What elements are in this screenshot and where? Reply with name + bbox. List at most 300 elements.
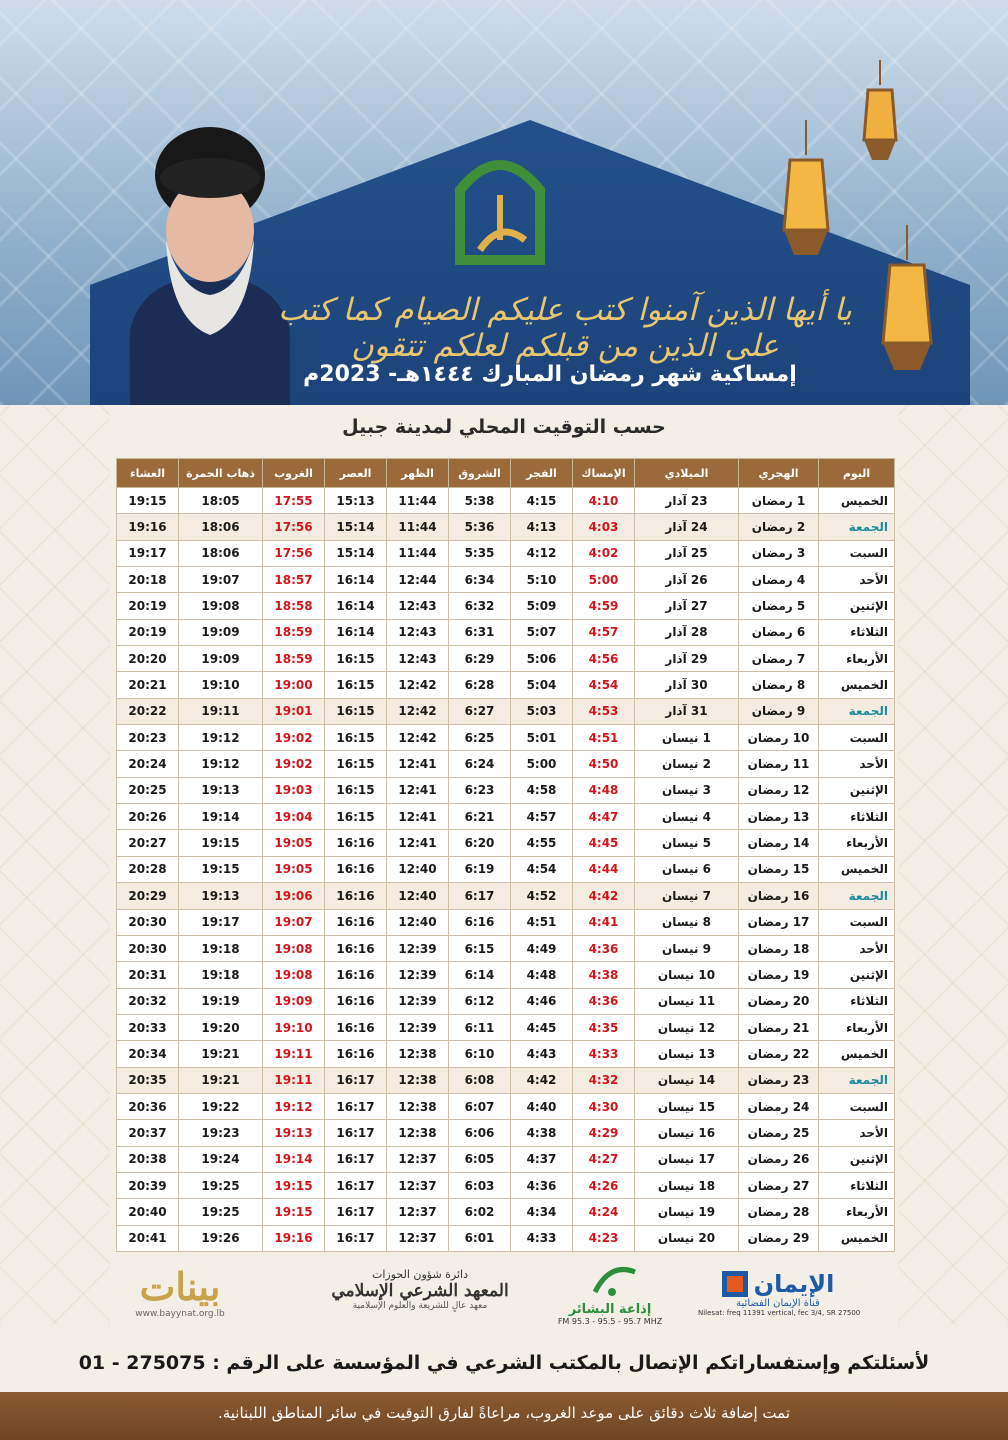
ghurub-cell: 17:56 — [263, 540, 325, 566]
table-row — [117, 988, 895, 1014]
dhuhr-cell: 12:41 — [387, 804, 449, 830]
day-cell: الخميس — [819, 856, 895, 882]
imsak-cell: 4:53 — [573, 698, 635, 724]
dhuhr-cell: 12:41 — [387, 751, 449, 777]
mahad-name: المعهد الشرعي الإسلامي — [331, 1281, 509, 1301]
dhuhr-cell: 11:44 — [387, 488, 449, 514]
dhuhr-cell: 11:44 — [387, 514, 449, 540]
imsak-cell: 4:23 — [573, 1225, 635, 1251]
fajr-cell: 5:00 — [511, 751, 573, 777]
humra-cell: 19:08 — [179, 593, 263, 619]
imsak-cell: 4:36 — [573, 935, 635, 961]
isha-cell: 20:32 — [117, 988, 179, 1014]
humra-cell: 19:10 — [179, 672, 263, 698]
gregorian-cell: 24 آذار — [635, 514, 739, 540]
isha-cell: 20:27 — [117, 830, 179, 856]
day-cell: الثلاثاء — [819, 1172, 895, 1198]
ghurub-cell: 19:05 — [263, 830, 325, 856]
imsak-cell: 4:26 — [573, 1172, 635, 1198]
hijri-cell: 14 رمضان — [739, 830, 819, 856]
asr-cell: 16:16 — [325, 909, 387, 935]
shuruq-cell: 6:32 — [449, 593, 511, 619]
fajr-cell: 4:33 — [511, 1225, 573, 1251]
ghurub-cell: 18:59 — [263, 646, 325, 672]
imsak-cell: 4:50 — [573, 751, 635, 777]
gregorian-cell: 19 نيسان — [635, 1199, 739, 1225]
table-row — [117, 1199, 895, 1225]
hijri-cell: 25 رمضان — [739, 1120, 819, 1146]
fajr-cell: 4:37 — [511, 1146, 573, 1172]
asr-cell: 16:17 — [325, 1172, 387, 1198]
fajr-cell: 4:15 — [511, 488, 573, 514]
humra-cell: 19:15 — [179, 830, 263, 856]
col-header-gregorian: الميلادي — [635, 459, 739, 488]
fajr-cell: 4:40 — [511, 1093, 573, 1119]
mahad-top: دائرة شؤون الحوزات — [371, 1268, 469, 1281]
day-cell: الثلاثاء — [819, 804, 895, 830]
imsak-cell: 4:10 — [573, 488, 635, 514]
shuruq-cell: 6:10 — [449, 1041, 511, 1067]
gregorian-cell: 13 نيسان — [635, 1041, 739, 1067]
imsak-cell: 4:57 — [573, 619, 635, 645]
day-cell: الجمعة — [819, 514, 895, 540]
imsak-cell: 4:59 — [573, 593, 635, 619]
fajr-cell: 4:34 — [511, 1199, 573, 1225]
imsak-cell: 4:03 — [573, 514, 635, 540]
humra-cell: 19:24 — [179, 1146, 263, 1172]
table-row — [117, 1041, 895, 1067]
bashaer-name: إذاعة البشائر — [568, 1302, 652, 1317]
gregorian-cell: 25 آذار — [635, 540, 739, 566]
gregorian-cell: 30 آذار — [635, 672, 739, 698]
shuruq-cell: 6:27 — [449, 698, 511, 724]
asr-cell: 16:16 — [325, 962, 387, 988]
ghurub-cell: 19:14 — [263, 1146, 325, 1172]
hijri-cell: 12 رمضان — [739, 777, 819, 803]
col-header-humra: ذهاب الحمرة — [179, 459, 263, 488]
day-cell: الثلاثاء — [819, 619, 895, 645]
imsak-cell: 4:36 — [573, 988, 635, 1014]
asr-cell: 16:16 — [325, 988, 387, 1014]
mahad-logo — [315, 1262, 525, 1346]
fajr-cell: 4:46 — [511, 988, 573, 1014]
sponsors-bar — [100, 1262, 908, 1346]
day-cell: الخميس — [819, 672, 895, 698]
ghurub-cell: 19:15 — [263, 1172, 325, 1198]
shuruq-cell: 6:16 — [449, 909, 511, 935]
table-row — [117, 619, 895, 645]
table-row — [117, 1172, 895, 1198]
hijri-cell: 29 رمضان — [739, 1225, 819, 1251]
col-header-fajr: الفجر — [511, 459, 573, 488]
gregorian-cell: 26 آذار — [635, 567, 739, 593]
shuruq-cell: 6:12 — [449, 988, 511, 1014]
shuruq-cell: 6:08 — [449, 1067, 511, 1093]
humra-cell: 19:25 — [179, 1199, 263, 1225]
humra-cell: 19:26 — [179, 1225, 263, 1251]
isha-cell: 20:23 — [117, 725, 179, 751]
imsak-cell: 4:38 — [573, 962, 635, 988]
fajr-cell: 4:58 — [511, 777, 573, 803]
ghurub-cell: 19:00 — [263, 672, 325, 698]
hijri-cell: 24 رمضان — [739, 1093, 819, 1119]
imsak-cell: 4:33 — [573, 1041, 635, 1067]
shuruq-cell: 6:21 — [449, 804, 511, 830]
fajr-cell: 4:55 — [511, 830, 573, 856]
lantern-icon — [878, 225, 936, 385]
right-pattern — [898, 405, 1008, 1325]
asr-cell: 16:17 — [325, 1225, 387, 1251]
isha-cell: 20:24 — [117, 751, 179, 777]
col-header-asr: العصر — [325, 459, 387, 488]
hijri-cell: 27 رمضان — [739, 1172, 819, 1198]
col-header-isha: العشاء — [117, 459, 179, 488]
shuruq-cell: 5:38 — [449, 488, 511, 514]
shuruq-cell: 6:01 — [449, 1225, 511, 1251]
imsak-cell: 4:56 — [573, 646, 635, 672]
asr-cell: 16:16 — [325, 935, 387, 961]
isha-cell: 20:21 — [117, 672, 179, 698]
gregorian-cell: 15 نيسان — [635, 1093, 739, 1119]
iman-name: الإيمان — [753, 1270, 835, 1298]
table-row — [117, 777, 895, 803]
day-cell: الخميس — [819, 1225, 895, 1251]
ghurub-cell: 19:01 — [263, 698, 325, 724]
imsakiya-title: إمساكية شهر رمضان المبارك ١٤٤٤هـ- 2023م — [303, 362, 797, 387]
shuruq-cell: 6:11 — [449, 1014, 511, 1040]
bayynat-url: www.bayynat.org.lb — [135, 1309, 225, 1319]
dhuhr-cell: 12:38 — [387, 1120, 449, 1146]
day-cell: الأحد — [819, 935, 895, 961]
asr-cell: 16:14 — [325, 567, 387, 593]
fajr-cell: 5:09 — [511, 593, 573, 619]
humra-cell: 18:06 — [179, 540, 263, 566]
isha-cell: 20:25 — [117, 777, 179, 803]
gregorian-cell: 8 نيسان — [635, 909, 739, 935]
ghurub-cell: 19:05 — [263, 856, 325, 882]
dhuhr-cell: 12:38 — [387, 1041, 449, 1067]
day-cell: الجمعة — [819, 883, 895, 909]
gregorian-cell: 7 نيسان — [635, 883, 739, 909]
fajr-cell: 4:13 — [511, 514, 573, 540]
gregorian-cell: 28 آذار — [635, 619, 739, 645]
fajr-cell: 4:57 — [511, 804, 573, 830]
hijri-cell: 28 رمضان — [739, 1199, 819, 1225]
gregorian-cell: 23 آذار — [635, 488, 739, 514]
table-row — [117, 935, 895, 961]
humra-cell: 19:07 — [179, 567, 263, 593]
isha-cell: 20:40 — [117, 1199, 179, 1225]
bashaer-freq: FM 95.3 - 95.5 - 95.7 MHZ — [557, 1317, 663, 1326]
imsak-cell: 4:54 — [573, 672, 635, 698]
quran-verse: يا أيها الذين آمنوا كتب عليكم الصيام كما كتب على الذين من قبلكم لعلكم تتقون — [278, 292, 852, 364]
shuruq-cell: 6:06 — [449, 1120, 511, 1146]
asr-cell: 15:13 — [325, 488, 387, 514]
dhuhr-cell: 12:37 — [387, 1225, 449, 1251]
asr-cell: 16:17 — [325, 1146, 387, 1172]
humra-cell: 19:12 — [179, 751, 263, 777]
shuruq-cell: 6:25 — [449, 725, 511, 751]
asr-cell: 16:17 — [325, 1067, 387, 1093]
dhuhr-cell: 12:39 — [387, 988, 449, 1014]
table-row — [117, 698, 895, 724]
isha-cell: 20:28 — [117, 856, 179, 882]
dhuhr-cell: 12:39 — [387, 962, 449, 988]
fajr-cell: 5:10 — [511, 567, 573, 593]
isha-cell: 20:20 — [117, 646, 179, 672]
table-row — [117, 830, 895, 856]
isha-cell: 20:31 — [117, 962, 179, 988]
day-cell: الإثنين — [819, 962, 895, 988]
fajr-cell: 5:03 — [511, 698, 573, 724]
asr-cell: 16:16 — [325, 1041, 387, 1067]
dhuhr-cell: 12:42 — [387, 698, 449, 724]
hijri-cell: 16 رمضان — [739, 883, 819, 909]
dhuhr-cell: 12:43 — [387, 646, 449, 672]
ghurub-cell: 18:58 — [263, 593, 325, 619]
hijri-cell: 18 رمضان — [739, 935, 819, 961]
hijri-cell: 5 رمضان — [739, 593, 819, 619]
humra-cell: 19:18 — [179, 935, 263, 961]
bashaer-emblem-icon — [540, 1262, 680, 1298]
hijri-cell: 23 رمضان — [739, 1067, 819, 1093]
shuruq-cell: 6:28 — [449, 672, 511, 698]
asr-cell: 16:15 — [325, 646, 387, 672]
fajr-cell: 4:48 — [511, 962, 573, 988]
imsak-cell: 4:42 — [573, 883, 635, 909]
asr-cell: 16:17 — [325, 1199, 387, 1225]
fajr-cell: 4:42 — [511, 1067, 573, 1093]
gregorian-cell: 10 نيسان — [635, 962, 739, 988]
gregorian-cell: 9 نيسان — [635, 935, 739, 961]
isha-cell: 19:15 — [117, 488, 179, 514]
table-row — [117, 514, 895, 540]
humra-cell: 19:13 — [179, 883, 263, 909]
day-cell: الخميس — [819, 488, 895, 514]
day-cell: الأحد — [819, 751, 895, 777]
left-pattern — [0, 405, 110, 1325]
asr-cell: 16:15 — [325, 672, 387, 698]
table-row — [117, 751, 895, 777]
day-cell: الإثنين — [819, 1146, 895, 1172]
gregorian-cell: 20 نيسان — [635, 1225, 739, 1251]
isha-cell: 20:33 — [117, 1014, 179, 1040]
shuruq-cell: 6:34 — [449, 567, 511, 593]
dhuhr-cell: 12:42 — [387, 725, 449, 751]
isha-cell: 19:16 — [117, 514, 179, 540]
asr-cell: 16:15 — [325, 777, 387, 803]
isha-cell: 20:30 — [117, 909, 179, 935]
table-row — [117, 540, 895, 566]
asr-cell: 15:14 — [325, 514, 387, 540]
imsak-cell: 4:44 — [573, 856, 635, 882]
humra-cell: 19:18 — [179, 962, 263, 988]
table-row — [117, 962, 895, 988]
asr-cell: 16:14 — [325, 619, 387, 645]
humra-cell: 19:09 — [179, 646, 263, 672]
gregorian-cell: 29 آذار — [635, 646, 739, 672]
shuruq-cell: 6:17 — [449, 883, 511, 909]
isha-cell: 19:17 — [117, 540, 179, 566]
asr-cell: 15:14 — [325, 540, 387, 566]
gregorian-cell: 31 آذار — [635, 698, 739, 724]
isha-cell: 20:39 — [117, 1172, 179, 1198]
table-row — [117, 593, 895, 619]
gregorian-cell: 11 نيسان — [635, 988, 739, 1014]
gregorian-cell: 3 نيسان — [635, 777, 739, 803]
humra-cell: 19:21 — [179, 1067, 263, 1093]
shuruq-cell: 6:07 — [449, 1093, 511, 1119]
imsak-cell: 4:27 — [573, 1146, 635, 1172]
humra-cell: 19:20 — [179, 1014, 263, 1040]
humra-cell: 19:15 — [179, 856, 263, 882]
isha-cell: 20:36 — [117, 1093, 179, 1119]
ghurub-cell: 19:10 — [263, 1014, 325, 1040]
gregorian-cell: 17 نيسان — [635, 1146, 739, 1172]
gregorian-cell: 1 نيسان — [635, 725, 739, 751]
footer-note: تمت إضافة ثلاث دقائق على موعد الغروب، مراعاةً لفارق التوقيت في سائر المناطق اللبنانية. — [217, 1404, 791, 1422]
gregorian-cell: 12 نيسان — [635, 1014, 739, 1040]
asr-cell: 16:17 — [325, 1120, 387, 1146]
humra-cell: 19:17 — [179, 909, 263, 935]
day-cell: السبت — [819, 725, 895, 751]
ghurub-cell: 18:59 — [263, 619, 325, 645]
isha-cell: 20:37 — [117, 1120, 179, 1146]
isha-cell: 20:19 — [117, 593, 179, 619]
table-header-row — [117, 459, 895, 488]
humra-cell: 19:11 — [179, 698, 263, 724]
hijri-cell: 9 رمضان — [739, 698, 819, 724]
table-row — [117, 725, 895, 751]
col-header-dhuhr: الظهر — [387, 459, 449, 488]
shuruq-cell: 6:31 — [449, 619, 511, 645]
ghurub-cell: 19:07 — [263, 909, 325, 935]
hijri-cell: 15 رمضان — [739, 856, 819, 882]
table-row — [117, 1146, 895, 1172]
gregorian-cell: 6 نيسان — [635, 856, 739, 882]
shuruq-cell: 5:35 — [449, 540, 511, 566]
isha-cell: 20:34 — [117, 1041, 179, 1067]
bayynat-name: بينات — [139, 1264, 221, 1309]
asr-cell: 16:17 — [325, 1093, 387, 1119]
shuruq-cell: 6:20 — [449, 830, 511, 856]
imsak-cell: 4:32 — [573, 1067, 635, 1093]
asr-cell: 16:16 — [325, 1014, 387, 1040]
asr-cell: 16:16 — [325, 856, 387, 882]
humra-cell: 18:05 — [179, 488, 263, 514]
imsak-cell: 5:00 — [573, 567, 635, 593]
col-header-hijri: الهجري — [739, 459, 819, 488]
imsak-cell: 4:29 — [573, 1120, 635, 1146]
hijri-cell: 11 رمضان — [739, 751, 819, 777]
hijri-cell: 1 رمضان — [739, 488, 819, 514]
imsak-cell: 4:47 — [573, 804, 635, 830]
ghurub-cell: 19:02 — [263, 751, 325, 777]
hijri-cell: 19 رمضان — [739, 962, 819, 988]
hijri-cell: 6 رمضان — [739, 619, 819, 645]
day-cell: الإثنين — [819, 593, 895, 619]
isha-cell: 20:26 — [117, 804, 179, 830]
table-row — [117, 856, 895, 882]
day-cell: الأربعاء — [819, 646, 895, 672]
iman-freq: Nilesat: freq 11391 vertical, fec 3/4, SR 27500 — [698, 1309, 861, 1317]
fajr-cell: 4:49 — [511, 935, 573, 961]
ghurub-cell: 19:15 — [263, 1199, 325, 1225]
gregorian-cell: 4 نيسان — [635, 804, 739, 830]
ghurub-cell: 19:11 — [263, 1067, 325, 1093]
mahad-sub: معهد عالٍ للشريعة والعلوم الإسلامية — [352, 1301, 488, 1311]
asr-cell: 16:16 — [325, 883, 387, 909]
fajr-cell: 4:36 — [511, 1172, 573, 1198]
imsak-cell: 4:41 — [573, 909, 635, 935]
day-cell: الخميس — [819, 1041, 895, 1067]
hijri-cell: 13 رمضان — [739, 804, 819, 830]
ghurub-cell: 19:06 — [263, 883, 325, 909]
ghurub-cell: 19:13 — [263, 1120, 325, 1146]
col-header-imsak: الإمساك — [573, 459, 635, 488]
isha-cell: 20:22 — [117, 698, 179, 724]
shuruq-cell: 6:05 — [449, 1146, 511, 1172]
shuruq-cell: 6:15 — [449, 935, 511, 961]
city-label: حسب التوقيت المحلي لمدينة جبيل — [342, 416, 666, 438]
dhuhr-cell: 12:43 — [387, 619, 449, 645]
dhuhr-cell: 12:38 — [387, 1067, 449, 1093]
imsak-cell: 4:02 — [573, 540, 635, 566]
dhuhr-cell: 12:40 — [387, 856, 449, 882]
fajr-cell: 4:12 — [511, 540, 573, 566]
table-row — [117, 646, 895, 672]
ghurub-cell: 19:08 — [263, 962, 325, 988]
contact-line: لأسئلتكم وإستفساراتكم الإتصال بالمكتب الشرعي في المؤسسة على الرقم : 275075 - 01 — [78, 1352, 930, 1374]
hijri-cell: 3 رمضان — [739, 540, 819, 566]
asr-cell: 16:15 — [325, 751, 387, 777]
isha-cell: 20:30 — [117, 935, 179, 961]
dhuhr-cell: 12:41 — [387, 830, 449, 856]
iman-sub: قناة الإيمان الفضائية — [736, 1298, 820, 1309]
iman-square-icon — [722, 1271, 748, 1297]
table-row — [117, 1067, 895, 1093]
ghurub-cell: 19:16 — [263, 1225, 325, 1251]
fajr-cell: 5:04 — [511, 672, 573, 698]
isha-cell: 20:41 — [117, 1225, 179, 1251]
gregorian-cell: 16 نيسان — [635, 1120, 739, 1146]
ghurub-cell: 19:11 — [263, 1041, 325, 1067]
table-row — [117, 488, 895, 514]
hijri-cell: 20 رمضان — [739, 988, 819, 1014]
shuruq-cell: 6:29 — [449, 646, 511, 672]
ghurub-cell: 19:02 — [263, 725, 325, 751]
hijri-cell: 22 رمضان — [739, 1041, 819, 1067]
ghurub-cell: 19:03 — [263, 777, 325, 803]
day-cell: الأحد — [819, 1120, 895, 1146]
fajr-cell: 4:52 — [511, 883, 573, 909]
hijri-cell: 8 رمضان — [739, 672, 819, 698]
dhuhr-cell: 12:43 — [387, 593, 449, 619]
day-cell: السبت — [819, 909, 895, 935]
dhuhr-cell: 12:39 — [387, 1014, 449, 1040]
humra-cell: 19:22 — [179, 1093, 263, 1119]
hijri-cell: 4 رمضان — [739, 567, 819, 593]
hijri-cell: 26 رمضان — [739, 1146, 819, 1172]
humra-cell: 19:09 — [179, 619, 263, 645]
humra-cell: 19:12 — [179, 725, 263, 751]
asr-cell: 16:15 — [325, 725, 387, 751]
ghurub-cell: 19:08 — [263, 935, 325, 961]
humra-cell: 18:06 — [179, 514, 263, 540]
table-row — [117, 883, 895, 909]
dhuhr-cell: 12:40 — [387, 909, 449, 935]
asr-cell: 16:14 — [325, 593, 387, 619]
